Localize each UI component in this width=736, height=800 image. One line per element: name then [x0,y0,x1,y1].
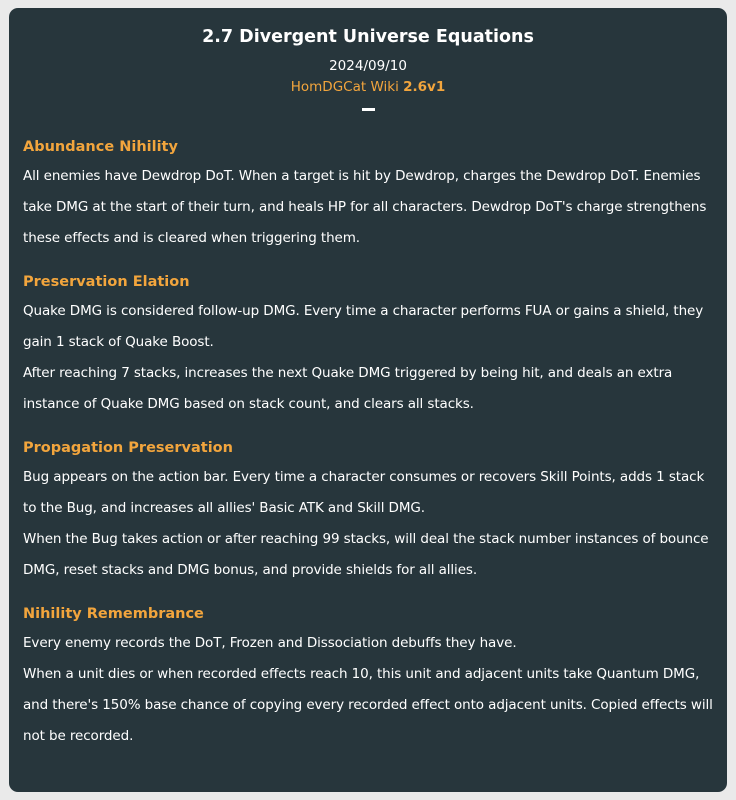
header-divider [362,108,375,111]
card-header [23,8,713,111]
section-title: Preservation Elation [23,274,190,290]
page-title: 2.7 Divergent Universe Equations [202,27,534,47]
section-paragraph: Quake DMG is considered follow-up DMG. Every time a character performs FUA or gains a shield, they gain 1 stack of Quake Boost. [23,303,704,350]
section-paragraph: When the Bug takes action or after reaching 99 stacks, will deal the stack number instances of bounce DMG, reset stacks and DMG bonus, and provide shields for all allies. [23,531,709,578]
equation-section [23,603,713,752]
section-title: Propagation Preservation [23,440,233,456]
section-paragraph: Every enemy records the DoT, Frozen and Dissociation debuffs they have. [23,635,517,651]
section-title: Abundance Nihility [23,139,178,155]
equation-section [23,437,713,586]
equations-card [9,8,727,792]
equation-section [23,136,713,254]
source-name: HomDGCat Wiki [290,79,399,95]
section-paragraph: When a unit dies or when recorded effects reach 10, this unit and adjacent units take Quantum DMG, and there's 150% base chance of copying every recorded effect onto adjacent units. Copied effects will not be recorded. [23,666,713,744]
post-date: 2024/09/10 [329,58,407,74]
source-version: 2.6v1 [403,79,446,95]
section-paragraph: After reaching 7 stacks, increases the next Quake DMG triggered by being hit, and deals an extra instance of Quake DMG based on stack count, and clears all stacks. [23,365,673,412]
section-paragraph: Bug appears on the action bar. Every time a character consumes or recovers Skill Points, adds 1 stack to the Bug, and increases all allies' Basic ATK and Skill DMG. [23,469,705,516]
source-line [23,78,713,96]
section-title: Nihility Remembrance [23,606,204,622]
equation-section [23,271,713,420]
section-paragraph: All enemies have Dewdrop DoT. When a target is hit by Dewdrop, charges the Dewdrop DoT. Enemies take DMG at the start of their turn, and heals HP for all characters. Dewdrop DoT's charge strengthens these effects and is cleared when triggering them. [23,168,707,246]
